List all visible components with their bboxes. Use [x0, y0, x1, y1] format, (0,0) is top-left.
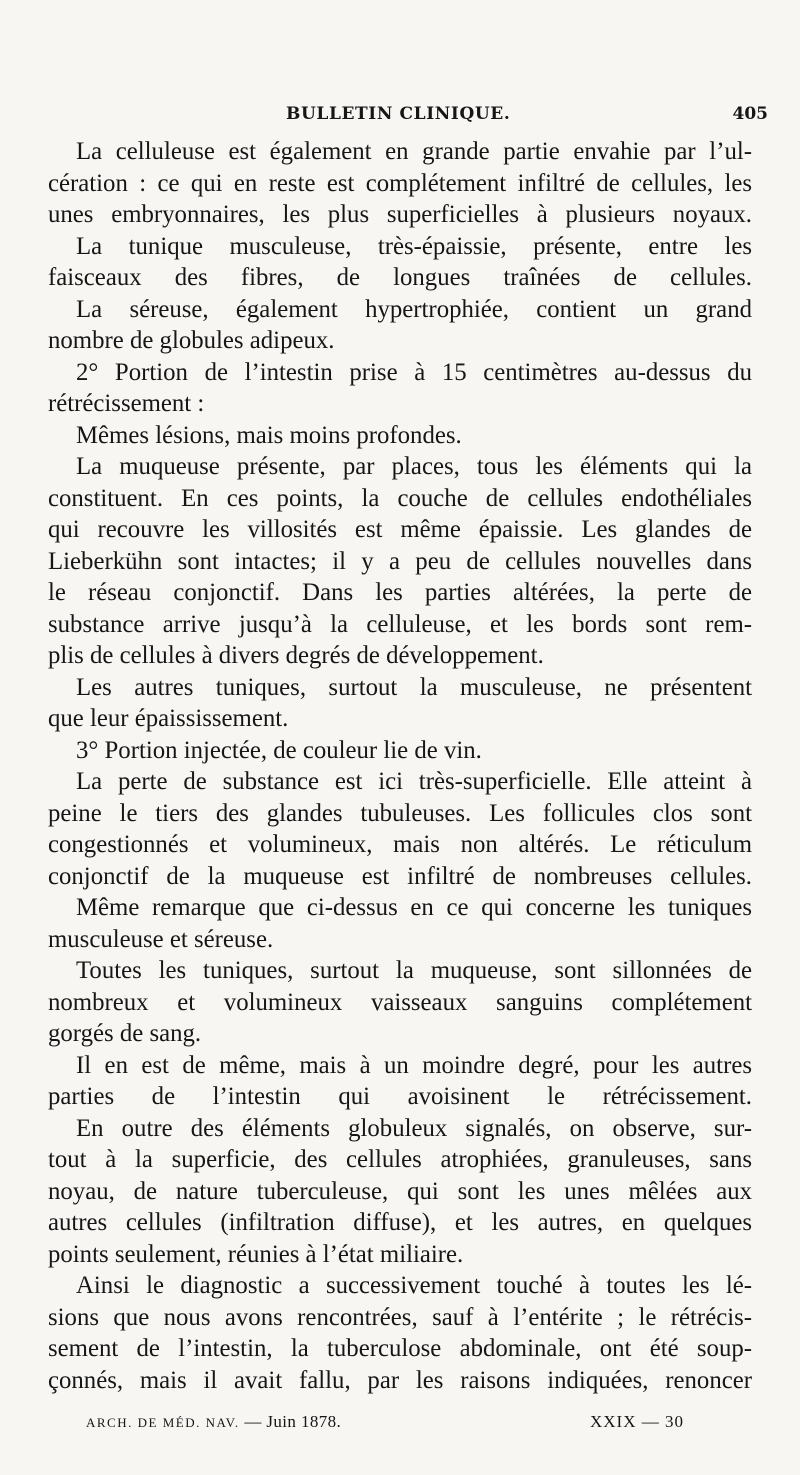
text-line: plis de cellules à divers degrés de développement. [48, 642, 544, 669]
text-line: Même remarque que ci-dessus en ce qui concerne les tuniques [76, 894, 752, 921]
issue-date: — Juin 1878. [244, 1412, 342, 1431]
running-title: BULLETIN CLINIQUE. [286, 104, 511, 124]
text-line: autres cellules (infiltration diffuse), et les autres, en quelques [48, 1209, 752, 1236]
text-line: La séreuse, également hypertrophiée, contient un grand [76, 295, 752, 323]
text-line: unes embryonnaires, les plus superficielles à plusieurs noyaux. [48, 201, 752, 228]
text-line: La tunique musculeuse, très-épaissie, présente, entre les [76, 232, 752, 260]
text-line: La celluleuse est également en grande partie envahie par l’ul- [76, 138, 752, 165]
text-line: le réseau conjonctif. Dans les parties altérées, la perte de [48, 579, 752, 606]
text-line: qui recouvre les villosités est même épaissie. Les glandes de [48, 516, 752, 543]
text-line: nombreux et volumineux vaisseaux sanguins complétement [48, 988, 752, 1016]
text-line: çonnés, mais il avait fallu, par les raisons indiquées, renoncer [48, 1366, 752, 1394]
text-line: parties de l’intestin qui avoisinent le rétrécissement. [48, 1083, 752, 1110]
text-line: Ainsi le diagnostic a successivement touché à toutes les lé- [76, 1272, 752, 1299]
text-line: congestionnés et volumineux, mais non altérés. Le réticulum [48, 831, 752, 858]
text-line: points seulement, réunies à l’état miliaire. [48, 1240, 464, 1268]
page-number: 405 [732, 104, 768, 124]
text-line: nombre de globules adipeux. [48, 327, 335, 354]
journal-abbreviation: ARCH. DE MÉD. NAV. [86, 1415, 240, 1430]
text-line: noyau, de nature tuberculeuse, qui sont les unes mêlées aux [48, 1177, 752, 1205]
body-text [48, 136, 752, 1396]
text-line: tout à la superficie, des cellules atrophiées, granuleuses, sans [48, 1146, 752, 1173]
text-line: gorgés de sang. [48, 1020, 202, 1047]
text-line: Toutes les tuniques, surtout la muqueuse, sont sillonnées de [76, 957, 752, 984]
text-line: peine le tiers des glandes tubuleuses. Les follicules clos sont [48, 799, 752, 827]
text-line: Mêmes lésions, mais moins profondes. [76, 421, 462, 449]
signature-mark: XXIX — 30 [590, 1412, 684, 1431]
text-line: sement de l’intestin, la tuberculose abdominale, ont été soup- [48, 1335, 752, 1362]
text-line: En outre des éléments globuleux signalés, on observe, sur- [76, 1114, 752, 1142]
text-line: La perte de substance est ici très-superficielle. Elle atteint à [76, 768, 752, 795]
page-footer [86, 1408, 684, 1438]
text-line: constituent. En ces points, la couche de cellules endothéliales [48, 484, 752, 512]
text-line: 2° Portion de l’intestin prise à 15 centimètres au-dessus du [76, 358, 752, 386]
text-line: rétrécissement : [48, 390, 205, 417]
text-line: La muqueuse présente, par places, tous les éléments qui la [76, 453, 752, 480]
text-line: 3° Portion injectée, de couleur lie de vin. [76, 736, 482, 764]
text-line: conjonctif de la muqueuse est infiltré de nombreuses cellules. [48, 862, 752, 890]
text-line: sions que nous avons rencontrées, sauf à l’entérite ; le rétrécis- [48, 1303, 752, 1331]
text-line: que leur épaississement. [48, 705, 289, 732]
text-line: Il en est de même, mais à un moindre degré, pour les autres [76, 1051, 752, 1079]
text-line: cération : ce qui en reste est complétement infiltré de cellules, les [48, 169, 752, 197]
text-line: Les autres tuniques, surtout la musculeuse, ne présentent [76, 673, 752, 701]
text-line: musculeuse et séreuse. [48, 925, 274, 953]
text-line: faisceaux des fibres, de longues traînées de cellules. [48, 264, 752, 291]
text-line: substance arrive jusqu’à la celluleuse, et les bords sont rem- [48, 610, 752, 638]
footer-journal-reference [86, 1412, 341, 1432]
running-header [286, 100, 768, 134]
text-line: Lieberkühn sont intactes; il y a peu de cellules nouvelles dans [48, 547, 752, 575]
